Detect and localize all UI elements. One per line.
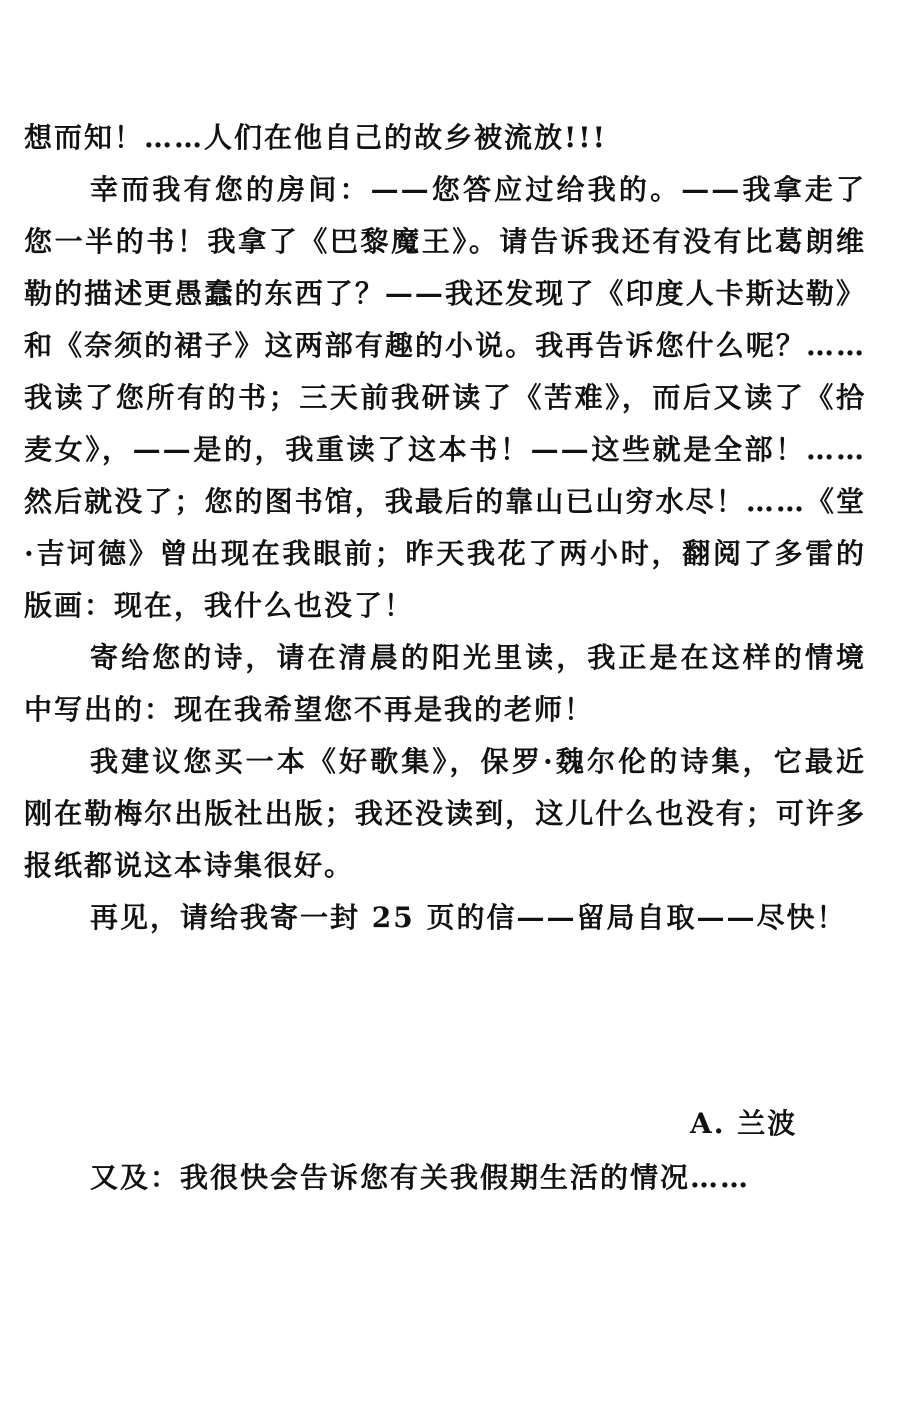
paragraph-recommendation: 我建议您买一本《好歌集》，保罗·魏尔伦的诗集，它最近刚在勒梅尔出版社出版；我还没读到，这儿什么也没有；可许多报纸都说这本诗集很好。 [24,745,866,882]
postscript: 又及：我很快会告诉您有关我假期生活的情况…… [90,1161,751,1194]
paragraph-poems: 寄给您的诗，请在清晨的阳光里读，我正是在这样的情境中写出的：现在我希望您不再是我的老师！ [24,641,866,726]
letter-body [24,112,866,944]
signature: A. 兰波 [690,1107,798,1140]
paragraph-farewell: 再见，请给我寄一封 25 页的信——留局自取——尽快！ [90,901,847,934]
paragraph-continuation: 想而知！……人们在他自己的故乡被流放!!! [24,121,607,154]
paragraph-library: 幸而我有您的房间：——您答应过给我的。——我拿走了您一半的书！我拿了《巴黎魔王》。请告诉我还有没有比葛朗维勒的描述更愚蠢的东西了？——我还发现了《印度人卡斯达勒》和《奈须的裙子》这两部有趣的小说。我再告诉您什么呢？……我读了您所有的书；三天前我研读了《苦难》，而后又读了《拾麦女》，——是的，我重读了这本书！——这些就是全部！……然后就没了；您的图书馆，我最后的靠山已山穷水尽！……《堂·吉诃德》曾出现在我眼前；昨天我花了两小时，翻阅了多雷的版画：现在，我什么也没了！ [24,173,866,622]
